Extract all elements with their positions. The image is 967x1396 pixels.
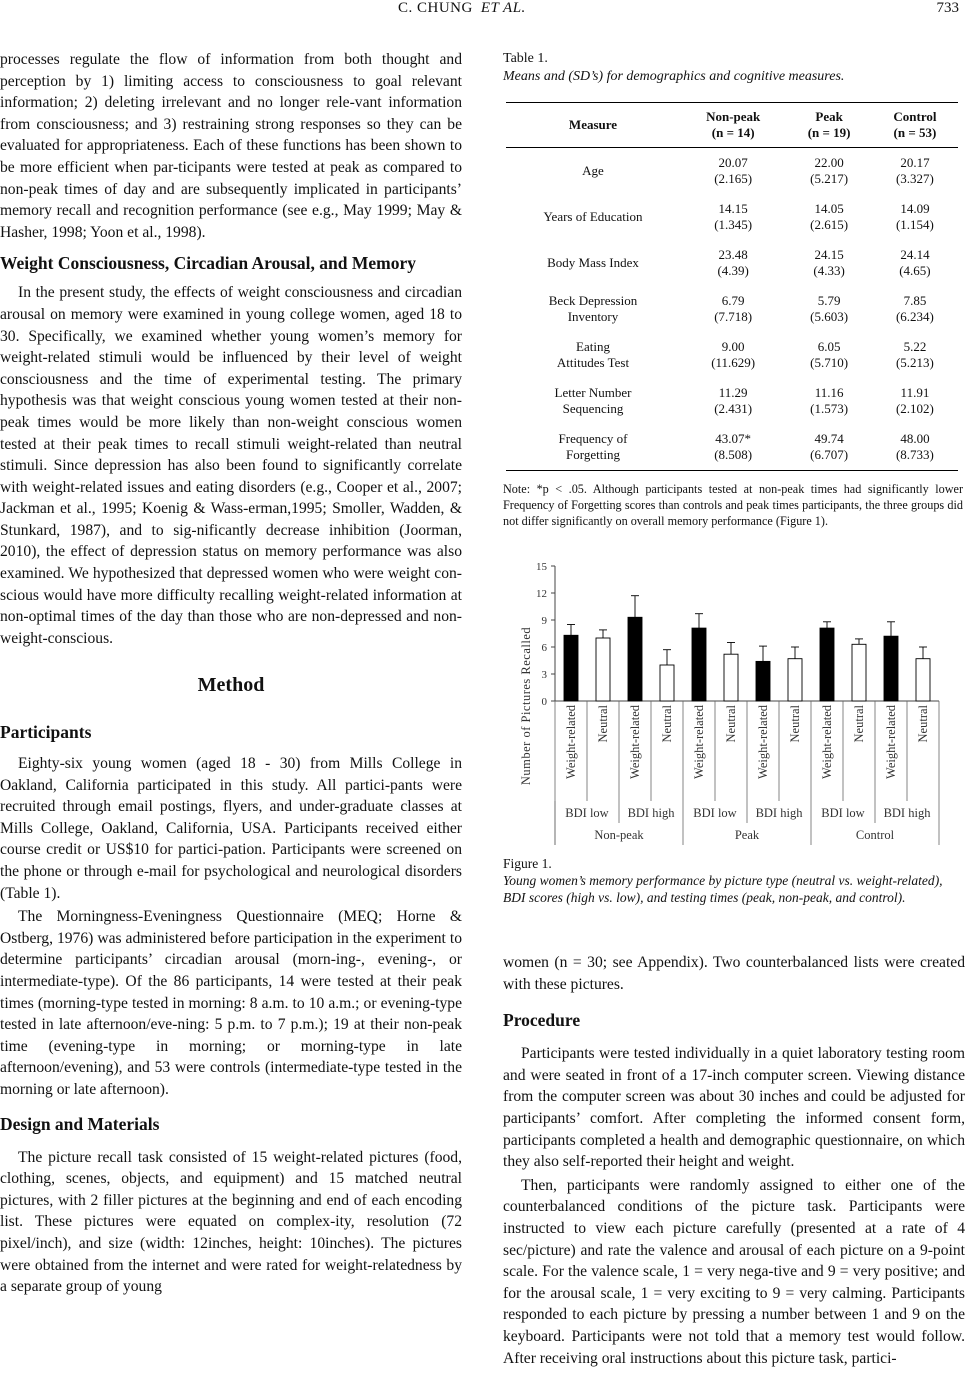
section-heading-participants: Participants [0,722,92,743]
bar [692,628,706,701]
figure-caption [503,855,965,906]
table-cell-value: 48.00 (8.733) [872,424,958,471]
paragraph: In the present study, the effects of weight consciousness and circadian arousal on memory were examined in young college women, aged 18 to 30. Specifically, we examined whether young women’s memory for weight-related stimuli would be influenced by their level of weight consciousness and the time of experimental testing. The primary hypothesis was that weight conscious young women tested at their non-peak times would be more likely than non-weight conscious women tested at their peak times to recall stimuli weight-related than neutral stimuli. Since depression has also been found to significantly correlate with weight-related issues and eating disorders (e.g., Cooper et al., 2007; Jackman et al., 1995; Koenig & Wass-erman,1995; Smoller, Wadden, & Stunkard, 1987), and to sig-nificantly decrease inhibition (Joorman, 2010), the effect of depression status on memory performance was also examined. We hypothesized that depressed women who were weight con-scious would have more difficulty recalling weight-related information at non-optimal times of the day than those who are non-depressed and non-weight-conscious. [0,284,462,647]
bdi-group-label: BDI low [821,806,865,820]
caption-fragment: Young women’s memory performance by picture type ( [503,873,797,888]
paragraph: Participants were tested individually in a quiet laboratory testing room and were seated in front of a 17-inch computer screen. Viewing distance from the computer screen was about 30 inches and could be adjusted for participants’ comfort. After completing the informed consent form, participants completed a health and demographic questionnaire, on which they also self-reported their height and weight. [503,1045,965,1171]
bdi-group-label: BDI high [627,806,675,820]
time-group-label: Peak [734,828,760,842]
x-tick-label: Neutral [596,705,610,743]
bar [756,661,770,701]
table-cell-measure: Frequency of Forgetting [506,424,680,471]
table-cell-value: 11.29 (2.431) [714,385,753,416]
caption-fragment: neutral vs. weight-related [796,873,935,888]
bar [628,617,642,701]
table-cell-value: 5.79 (5.603) [810,293,849,324]
caption-fragment: , and control). [828,890,906,905]
table-cell-value: 6.05 (5.710) [810,339,849,370]
bdi-group-label: BDI low [693,806,737,820]
table-cell-value: 5.22 (5.213) [895,339,934,370]
bar [884,636,898,701]
table-row [506,194,958,240]
x-tick-label: Weight-related [756,705,770,779]
table-row [506,148,958,195]
measures-table [506,102,958,471]
bar [724,654,738,701]
y-tick-label: 15 [536,561,547,573]
paragraph: Eighty-six young women (aged 18 - 30) from Mills College in Oakland, California participated in this study. All partici-pants were recruited through email postings, flyers, and under-graduate classes at Mills College, Oakland, California, USA. Participants received either course credit or US$10 for partici-pation. Participants were screened on the phone or through e-mail for psychological and neurological disorders (Table 1). [0,755,462,902]
caption-fragment: peak [746,890,772,905]
section-heading-design: Design and Materials [0,1113,160,1134]
table-cell-value: 20.07 (2.165) [714,155,753,186]
table-cell-value: 49.74 (6.707) [786,424,872,471]
left-column [0,49,462,1298]
table-row [506,332,958,378]
table-cell-value: 22.00 (5.217) [810,155,849,186]
section-heading-procedure: Procedure [503,1010,581,1031]
y-tick-label: 9 [541,615,547,627]
bar [596,638,610,701]
table-header: Control (n = 53) [872,103,958,148]
page-number: 733 [936,0,959,16]
figure-title: Figure 1. [503,856,552,871]
x-tick-label: Neutral [724,705,738,743]
caption-fragment: ), and testing times ( [635,890,747,905]
paragraph: The Morningness-Eveningness Questionnaire (MEQ; Horne & Ostberg, 1976) was administered before participation in the experiment to determine participants’ circadian arousal (morn-ing-, evening-, or intermediate-type). Of the 86 participants, 14 were tested at their peak times (morning-type tested in morning: 8 a.m. to 10 a.m.; or evening-type tested in late afternoon/eve-ning: 5 p.m. to 7 p.m.); 19 at their non-peak time (evening-type in morning; or morning-type in late afternoon/evening), and 53 were controls (intermediate-type tested in the morning or late afternoon). [0,908,462,1098]
bar [660,665,674,701]
x-tick-label: Weight-related [820,705,834,779]
table-cell-value: 9.00 (11.629) [711,339,756,370]
caption-fragment: ), BDI scores ( [503,873,943,905]
table-row [506,424,958,471]
x-tick-label: Neutral [852,705,866,743]
table-note: Note: *p < .05. Although participants tested at non-peak times had significantly lower Frequency of Forgetting scores than controls and peak times participants, the three groups did not differ significantly on overall memory performance (Figure 1). [503,482,963,528]
table-cell-measure: Eating Attitudes Test [556,339,630,370]
table-cell-value: 24.14 (4.65) [899,247,931,278]
x-tick-label: Neutral [788,705,802,743]
table-header: Non-peak (n = 14) [680,103,786,148]
x-tick-label: Neutral [660,705,674,743]
bar [564,635,578,701]
bar [788,659,802,701]
running-author: C. CHUNG ET AL. [398,0,526,16]
y-tick-label: 6 [541,642,547,654]
caption-fragment: high vs. low [570,890,636,905]
table-header: Peak (n = 19) [786,103,872,148]
table-cell-value: 43.07* (8.508) [680,424,786,471]
bar [820,628,834,701]
table-cell-value: 23.48 (4.39) [717,247,749,278]
y-tick-label: 3 [541,669,547,681]
paragraph: Then, participants were randomly assigned to either one of the counterbalanced conditions of the picture task. Participants were instructed to view each picture carefully (presented at a rate of 4 sec/picture) and rate the valence and arousal of each picture on a 9-point scale. For the valence scale, 1 = very nega-tive and 9 = very positive; and for the arousal scale, 1 = very exciting to 9 = very calming. Participants responded to each picture by pressing a number between 1 and 9 on the keyboard. Participants were not told that a memory test would follow. After receiving oral instructions about this picture task, partici- [503,1176,965,1367]
table-cell-measure: Age [582,163,604,178]
table-1 [503,50,963,529]
paragraph: women (n = 30; see Appendix). Two counterbalanced lists were created with these pictures. [503,954,965,993]
table-title: Table 1. [503,51,548,66]
bdi-group-label: BDI high [883,806,931,820]
table-cell-value: 24.15 (4.33) [813,247,845,278]
table-row [506,378,958,424]
figure-1-chart [517,556,957,846]
caption-fragment: , [771,890,779,905]
table-cell-value: 14.09 (1.154) [895,201,934,232]
bar [916,659,930,701]
table-cell-value: 11.16 (1.573) [810,385,849,416]
right-column-text [503,952,965,1369]
table-cell-measure: Letter Number Sequencing [554,385,632,416]
table-cell-value: 14.15 (1.345) [714,201,753,232]
bar-chart [517,556,957,846]
table-cell-value: 6.79 (7.718) [714,293,753,324]
time-group-label: Non-peak [594,828,644,842]
bdi-group-label: BDI low [565,806,609,820]
table-row [506,240,958,286]
section-heading-weight: Weight Consciousness, Circadian Arousal, and Memory [0,253,416,274]
x-tick-label: Weight-related [564,705,578,779]
paragraph: The picture recall task consisted of 15 weight-related pictures (food, clothing, scenes, objects, and equipment) and 15 matched neutral pictures, with 2 filler pictures at the beginning and end of each encoding list. These pictures were equated on complex-ity, resolution (72 pixel/inch), and size (width: 12inches, height: 10inches). The pictures were obtained from the internet and were rated for weight-relatedness by a separate group of young [0,1148,462,1296]
table-cell-value: 11.91 (2.102) [895,385,934,416]
table-cell-value: 14.05 (2.615) [810,201,849,232]
table-cell-measure: Body Mass Index [547,255,639,270]
table-cell-measure: Years of Education [543,209,643,224]
table-cell-value: 7.85 (6.234) [895,293,934,324]
table-row [506,286,958,332]
table-cell-value: 20.17 (3.327) [895,155,934,186]
bdi-group-label: BDI high [755,806,803,820]
caption-fragment: non-peak [778,890,829,905]
table-cell-measure: Beck Depression Inventory [548,293,638,324]
section-heading-method: Method [197,674,265,697]
bar [852,644,866,701]
x-tick-label: Weight-related [692,705,706,779]
table-header: Measure [506,103,680,148]
x-tick-label: Weight-related [628,705,642,779]
x-tick-label: Weight-related [884,705,898,779]
x-tick-label: Neutral [916,705,930,743]
figure-caption-text [503,872,965,906]
y-axis-label: Number of Pictures Recalled [519,626,533,786]
paragraph: processes regulate the flow of information from both thought and perception by 1) limiting access to consciousness to goal relevant information; 2) deleting irrelevant and no longer rele-vant information from consciousness; and 3) restraining strong responses so they can be evaluated for appropriateness. Each of these functions has been shown to be more efficient when par-ticipants were tested at peak as compared to non-peak times of day and are subsequently implicated in participants’ memory recall and recognition performance (see e.g., May 1999; May & Hasher, 1998; Yoon et al., 1998). [0,51,462,241]
time-group-label: Control [855,828,895,842]
running-header [0,0,967,22]
y-tick-label: 12 [536,588,547,600]
table-subtitle: Means and (SD’s) for demographics and cognitive measures. [503,69,845,84]
y-tick-label: 0 [541,696,547,708]
table-header-row [506,103,958,148]
